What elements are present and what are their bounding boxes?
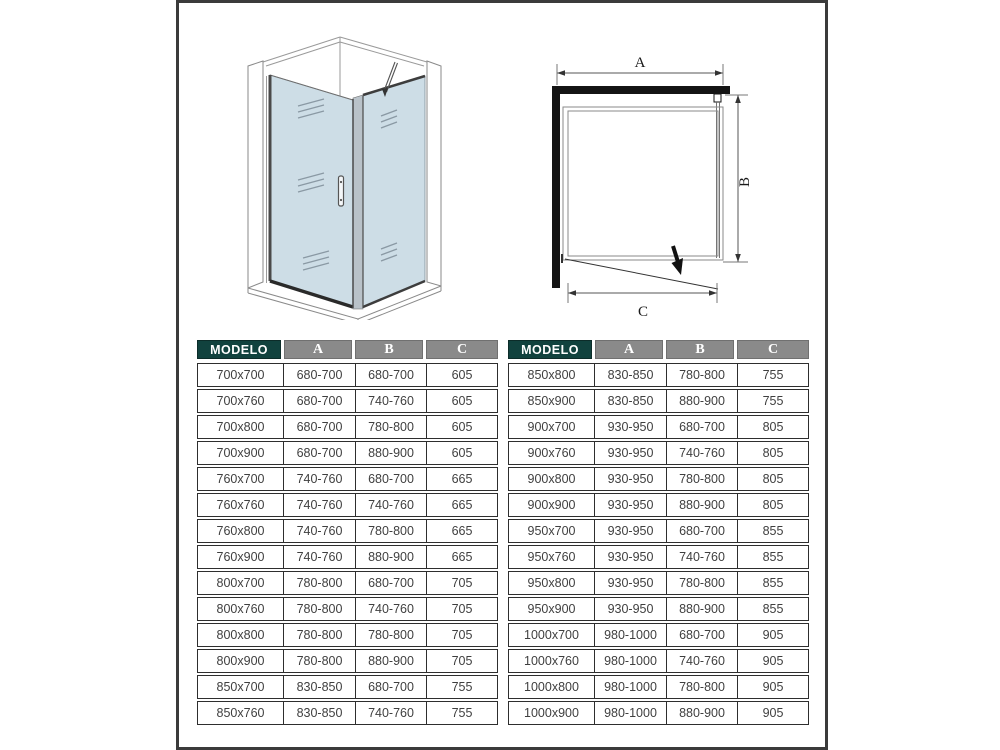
cell-b: 780-800 <box>666 468 737 490</box>
swing-arrow <box>672 258 684 275</box>
cell-b: 680-700 <box>355 572 426 594</box>
cell-b: 680-700 <box>355 468 426 490</box>
table-row <box>197 441 498 465</box>
col-header-modelo: MODELO <box>508 340 592 359</box>
col-header-c: C <box>426 340 498 359</box>
cell-a: 980-1000 <box>594 624 666 646</box>
cell-a: 930-950 <box>594 494 666 516</box>
cell-b: 740-760 <box>355 494 426 516</box>
spec-table-right-header <box>508 340 809 359</box>
cell-modelo: 700x900 <box>216 446 265 460</box>
cell-modelo: 1000x700 <box>524 628 579 642</box>
table-row <box>508 415 809 439</box>
cell-a: 780-800 <box>283 572 355 594</box>
cell-modelo: 800x900 <box>216 654 265 668</box>
cell-b: 880-900 <box>355 546 426 568</box>
spec-table-left-header <box>197 340 498 359</box>
table-row <box>508 519 809 543</box>
cell-a: 780-800 <box>283 624 355 646</box>
cell-c: 855 <box>737 546 808 568</box>
table-row <box>197 519 498 543</box>
cell-b: 680-700 <box>355 676 426 698</box>
cell-c: 605 <box>426 442 497 464</box>
dim-label-a: A <box>634 55 646 71</box>
cell-c: 905 <box>737 702 808 724</box>
cell-c: 755 <box>426 702 497 724</box>
cell-b: 880-900 <box>355 650 426 672</box>
cell-b: 680-700 <box>666 624 737 646</box>
cell-c: 805 <box>737 442 808 464</box>
cell-c: 605 <box>426 416 497 438</box>
col-header-a: A <box>284 340 352 359</box>
cell-modelo: 850x900 <box>527 394 576 408</box>
dimension-b <box>723 95 753 262</box>
cell-a: 780-800 <box>283 650 355 672</box>
cell-c: 805 <box>737 468 808 490</box>
cell-modelo: 1000x900 <box>524 706 579 720</box>
table-row <box>197 363 498 387</box>
table-row <box>197 493 498 517</box>
cell-modelo: 760x760 <box>216 498 265 512</box>
cell-modelo: 700x760 <box>216 394 265 408</box>
cell-b: 880-900 <box>666 598 737 620</box>
cell-a: 680-700 <box>283 442 355 464</box>
cell-a: 930-950 <box>594 520 666 542</box>
door-handle <box>339 176 344 206</box>
wall-profile-left <box>248 61 263 288</box>
cell-b: 740-760 <box>666 546 737 568</box>
plan-tray-outer <box>563 107 723 260</box>
corner-post <box>353 95 363 309</box>
cell-b: 740-760 <box>355 390 426 412</box>
table-row <box>508 597 809 621</box>
cell-a: 740-760 <box>283 468 355 490</box>
cell-c: 605 <box>426 364 497 386</box>
dim-label-b: B <box>737 176 753 188</box>
table-row <box>508 467 809 491</box>
cell-a: 740-760 <box>283 520 355 542</box>
cell-b: 880-900 <box>666 494 737 516</box>
dimension-c <box>568 283 717 320</box>
table-row <box>508 545 809 569</box>
cell-modelo: 700x800 <box>216 420 265 434</box>
cell-modelo: 760x900 <box>216 550 265 564</box>
table-row <box>197 389 498 413</box>
cell-b: 780-800 <box>355 520 426 542</box>
table-row <box>197 571 498 595</box>
dimension-a <box>557 55 723 85</box>
cell-b: 780-800 <box>355 416 426 438</box>
cell-c: 855 <box>737 572 808 594</box>
cell-c: 705 <box>426 598 497 620</box>
table-row <box>508 571 809 595</box>
cell-a: 930-950 <box>594 468 666 490</box>
spec-table-left-body <box>197 363 498 725</box>
cell-c: 905 <box>737 650 808 672</box>
cell-modelo: 850x800 <box>527 368 576 382</box>
table-row <box>508 389 809 413</box>
col-header-a: A <box>595 340 663 359</box>
table-row <box>508 363 809 387</box>
cell-c: 755 <box>737 390 808 412</box>
cell-b: 680-700 <box>666 416 737 438</box>
spec-table-left <box>197 340 498 727</box>
col-header-modelo: MODELO <box>197 340 281 359</box>
cell-c: 755 <box>737 364 808 386</box>
content-frame <box>176 0 828 750</box>
cell-a: 980-1000 <box>594 650 666 672</box>
cell-c: 805 <box>737 416 808 438</box>
cell-modelo: 900x760 <box>527 446 576 460</box>
cell-a: 930-950 <box>594 546 666 568</box>
cell-modelo: 950x900 <box>527 602 576 616</box>
table-row <box>197 415 498 439</box>
plan-hinge <box>714 94 721 102</box>
cell-a: 740-760 <box>283 494 355 516</box>
cell-modelo: 950x700 <box>527 524 576 538</box>
plan-tray-inner <box>568 111 718 256</box>
cell-b: 680-700 <box>666 520 737 542</box>
cell-a: 680-700 <box>283 390 355 412</box>
cell-modelo: 700x700 <box>216 368 265 382</box>
cell-a: 830-850 <box>594 390 666 412</box>
cell-modelo: 950x800 <box>527 576 576 590</box>
cell-a: 740-760 <box>283 546 355 568</box>
table-row <box>197 675 498 699</box>
cell-b: 740-760 <box>355 598 426 620</box>
cell-modelo: 850x700 <box>216 680 265 694</box>
cell-modelo: 850x760 <box>216 706 265 720</box>
cell-c: 905 <box>737 676 808 698</box>
table-row <box>508 701 809 725</box>
cell-b: 740-760 <box>666 650 737 672</box>
cell-b: 740-760 <box>666 442 737 464</box>
table-row <box>197 545 498 569</box>
cell-c: 665 <box>426 494 497 516</box>
cell-c: 705 <box>426 650 497 672</box>
cell-b: 680-700 <box>355 364 426 386</box>
plan-left-profile <box>552 86 560 288</box>
cell-modelo: 760x800 <box>216 524 265 538</box>
wall-profile-right <box>427 61 441 286</box>
enclosure-3d-diagram <box>241 20 451 320</box>
cell-a: 930-950 <box>594 572 666 594</box>
cell-b: 780-800 <box>666 364 737 386</box>
table-row <box>197 649 498 673</box>
cell-c: 855 <box>737 598 808 620</box>
cell-c: 665 <box>426 546 497 568</box>
cell-modelo: 900x700 <box>527 420 576 434</box>
cell-b: 780-800 <box>355 624 426 646</box>
spec-table-right-body <box>508 363 809 725</box>
cell-c: 705 <box>426 572 497 594</box>
plan-door-swing <box>562 246 718 289</box>
cell-b: 740-760 <box>355 702 426 724</box>
col-header-c: C <box>737 340 809 359</box>
cell-c: 855 <box>737 520 808 542</box>
cell-modelo: 950x760 <box>527 550 576 564</box>
plan-top-panel <box>552 86 730 94</box>
table-row <box>197 623 498 647</box>
dim-label-c: C <box>637 304 649 320</box>
table-row <box>508 623 809 647</box>
spec-table-right <box>508 340 809 727</box>
cell-c: 805 <box>737 494 808 516</box>
cell-a: 830-850 <box>594 364 666 386</box>
cell-b: 780-800 <box>666 676 737 698</box>
cell-a: 930-950 <box>594 416 666 438</box>
table-row <box>508 675 809 699</box>
cell-modelo: 1000x760 <box>524 654 579 668</box>
cell-a: 680-700 <box>283 416 355 438</box>
cell-a: 980-1000 <box>594 676 666 698</box>
col-header-b: B <box>666 340 734 359</box>
cell-b: 880-900 <box>666 390 737 412</box>
cell-c: 905 <box>737 624 808 646</box>
table-row <box>197 597 498 621</box>
table-row <box>197 701 498 725</box>
cell-b: 880-900 <box>666 702 737 724</box>
cell-modelo: 800x760 <box>216 602 265 616</box>
cell-modelo: 900x800 <box>527 472 576 486</box>
cell-b: 880-900 <box>355 442 426 464</box>
cell-a: 930-950 <box>594 442 666 464</box>
table-row <box>508 441 809 465</box>
table-row <box>197 467 498 491</box>
cell-modelo: 1000x800 <box>524 680 579 694</box>
cell-a: 830-850 <box>283 676 355 698</box>
cell-c: 665 <box>426 468 497 490</box>
cell-c: 605 <box>426 390 497 412</box>
cell-c: 705 <box>426 624 497 646</box>
cell-a: 780-800 <box>283 598 355 620</box>
cell-c: 665 <box>426 520 497 542</box>
col-header-b: B <box>355 340 423 359</box>
cell-c: 755 <box>426 676 497 698</box>
cell-modelo: 900x900 <box>527 498 576 512</box>
plan-view-diagram <box>535 40 775 330</box>
cell-modelo: 800x700 <box>216 576 265 590</box>
cell-a: 680-700 <box>283 364 355 386</box>
cell-modelo: 760x700 <box>216 472 265 486</box>
cell-a: 980-1000 <box>594 702 666 724</box>
cell-a: 830-850 <box>283 702 355 724</box>
cell-modelo: 800x800 <box>216 628 265 642</box>
cell-b: 780-800 <box>666 572 737 594</box>
cell-a: 930-950 <box>594 598 666 620</box>
table-row <box>508 649 809 673</box>
table-row <box>508 493 809 517</box>
